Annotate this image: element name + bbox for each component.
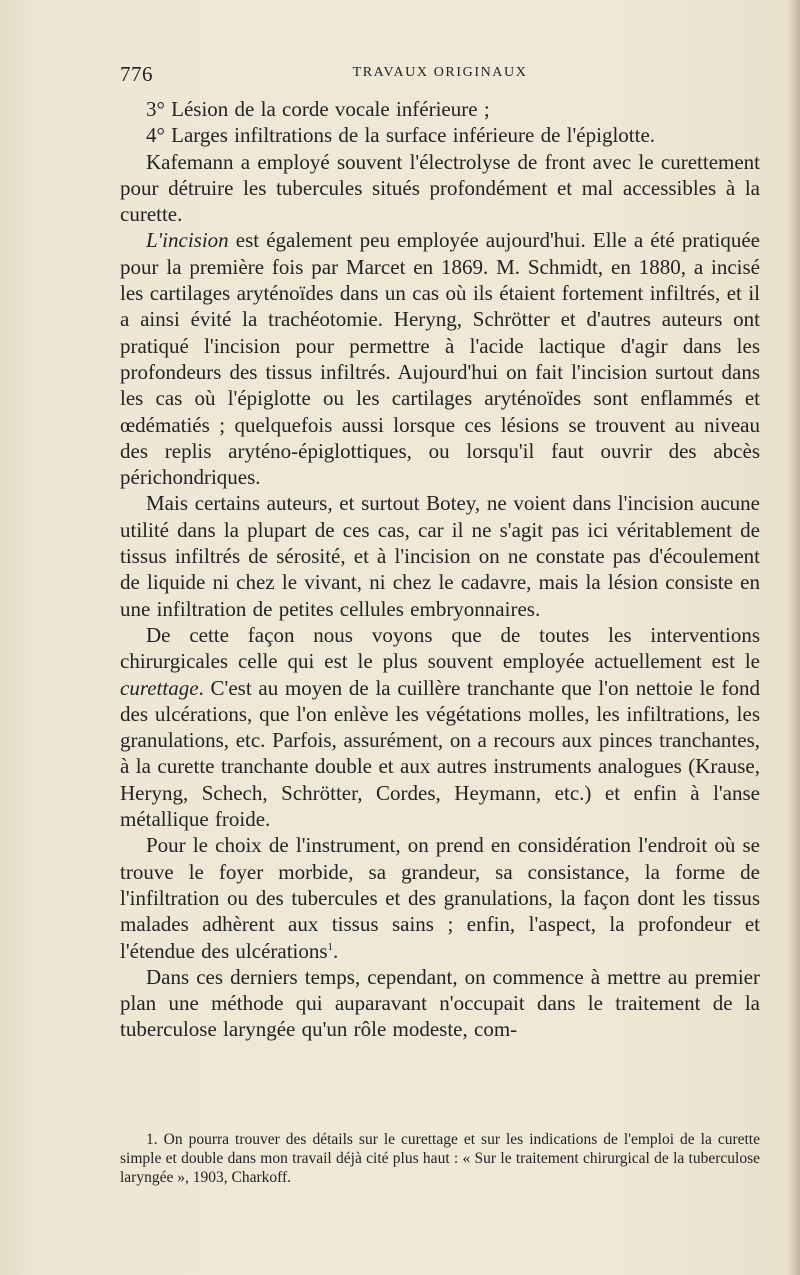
footnote-1: 1. On pourra trouver des détails sur le curettage et sur les indications de l'emploi de la curette simple et double dans mon travail déjà cité plus haut : « Sur le traitement chirurgical de la tuberculose laryngée », 1903, Charkoff. — [120, 1131, 760, 1186]
body-text — [120, 96, 760, 1043]
paragraph-text: est également peu employée aujourd'hui. Elle a été pratiquée pour la première fois par Marcet en 1869. M. Schmidt, en 1880, a incisé les cartilages aryténoïdes dans un cas où ils étaient fortement infiltrés, et il a ainsi évité la trachéotomie. Heryng, Schrötter et d'autres auteurs ont pratiqué l'incision pour permettre à l'acide lactique d'agir dans les profondeurs des tissus infiltrés. Aujourd'hui on fait l'incision surtout dans les cas où l'épiglotte ou les cartilages aryténoïdes sont enflammés et œdématiés ; quelquefois aussi lorsque ces lésions se trouvent au niveau des replis aryténo-épiglottiques, ou lorsqu'il faut ouvrir des abcès périchondriques. — [120, 228, 760, 490]
footnote-ref: 1 — [327, 940, 334, 953]
paragraph-curettage — [120, 622, 760, 832]
paragraph-item-4 — [120, 122, 760, 148]
paragraph-method — [120, 964, 760, 1043]
paragraph-incision — [120, 227, 760, 490]
running-title: TRAVAUX ORIGINAUX — [352, 65, 528, 80]
paragraph-kafemann — [120, 149, 760, 228]
paragraph-text: Kafemann a employé souvent l'électrolyse de front avec le curettement pour détruire les tubercules situés profondément et mal accessibles à la curette. — [120, 149, 760, 227]
paragraph-text: 4° Larges infiltrations de la surface inférieure de l'épiglotte. — [146, 123, 656, 148]
paragraph-text: Dans ces derniers temps, cependant, on commence à mettre au premier plan une méthode qui auparavant n'occupait dans le traitement de la tuberculose laryngée qu'un rôle modeste, com- — [120, 964, 760, 1042]
paragraph-text-before: De cette façon nous voyons que de toutes les interventions chirurgicales celle qui est le plus souvent employée actuellement est le — [120, 622, 760, 674]
paragraph-text: 3° Lésion de la corde vocale inférieure ; — [146, 97, 490, 121]
paragraph-text: . C'est au moyen de la cuillère tranchante que l'on nettoie le fond des ulcérations, que l'on enlève les végétations molles, les infiltrations, les granulations, etc. Parfois, assurément, on a recours aux pinces tranchantes, à la curette tranchante double et aux autres instruments analogues (Krause, Heryng, Schech, Schrötter, Cordes, Heymann, etc.) et enfin à l'anse métallique froide. — [120, 675, 760, 832]
paragraph-text: Mais certains auteurs, et surtout Botey, ne voient dans l'incision aucune utilité dans la plupart de ces cas, car il ne s'agit pas ici véritablement de tissus infiltrés de sérosité, et à l'incision on ne constate pas d'écoulement de liquide ni chez le vivant, ni chez le cadavre, mais la lésion consiste en une infiltration de petites cellules embryonnaires. — [120, 491, 760, 621]
paragraph-text-after: . — [333, 938, 339, 963]
page-edge-shadow — [786, 0, 800, 1275]
italic-term-incision: L'incision — [146, 228, 229, 253]
page-number: 776 — [120, 62, 153, 86]
footnotes — [120, 1130, 760, 1187]
italic-term-curettage: curettage — [120, 675, 199, 700]
paragraph-botey — [120, 490, 760, 621]
paragraph-instrument — [120, 832, 760, 963]
paragraph-text: Pour le choix de l'instrument, on prend en considération l'endroit où se trouve le foyer morbide, sa grandeur, sa consistance, la forme de l'infiltration ou des tubercules et des granulations, la façon dont les tissus malades adhèrent aux tissus sains ; enfin, l'aspect, la profondeur et l'étendue des ulcérations — [120, 833, 760, 963]
page-header — [120, 62, 760, 86]
paragraph-item-3 — [120, 96, 760, 122]
